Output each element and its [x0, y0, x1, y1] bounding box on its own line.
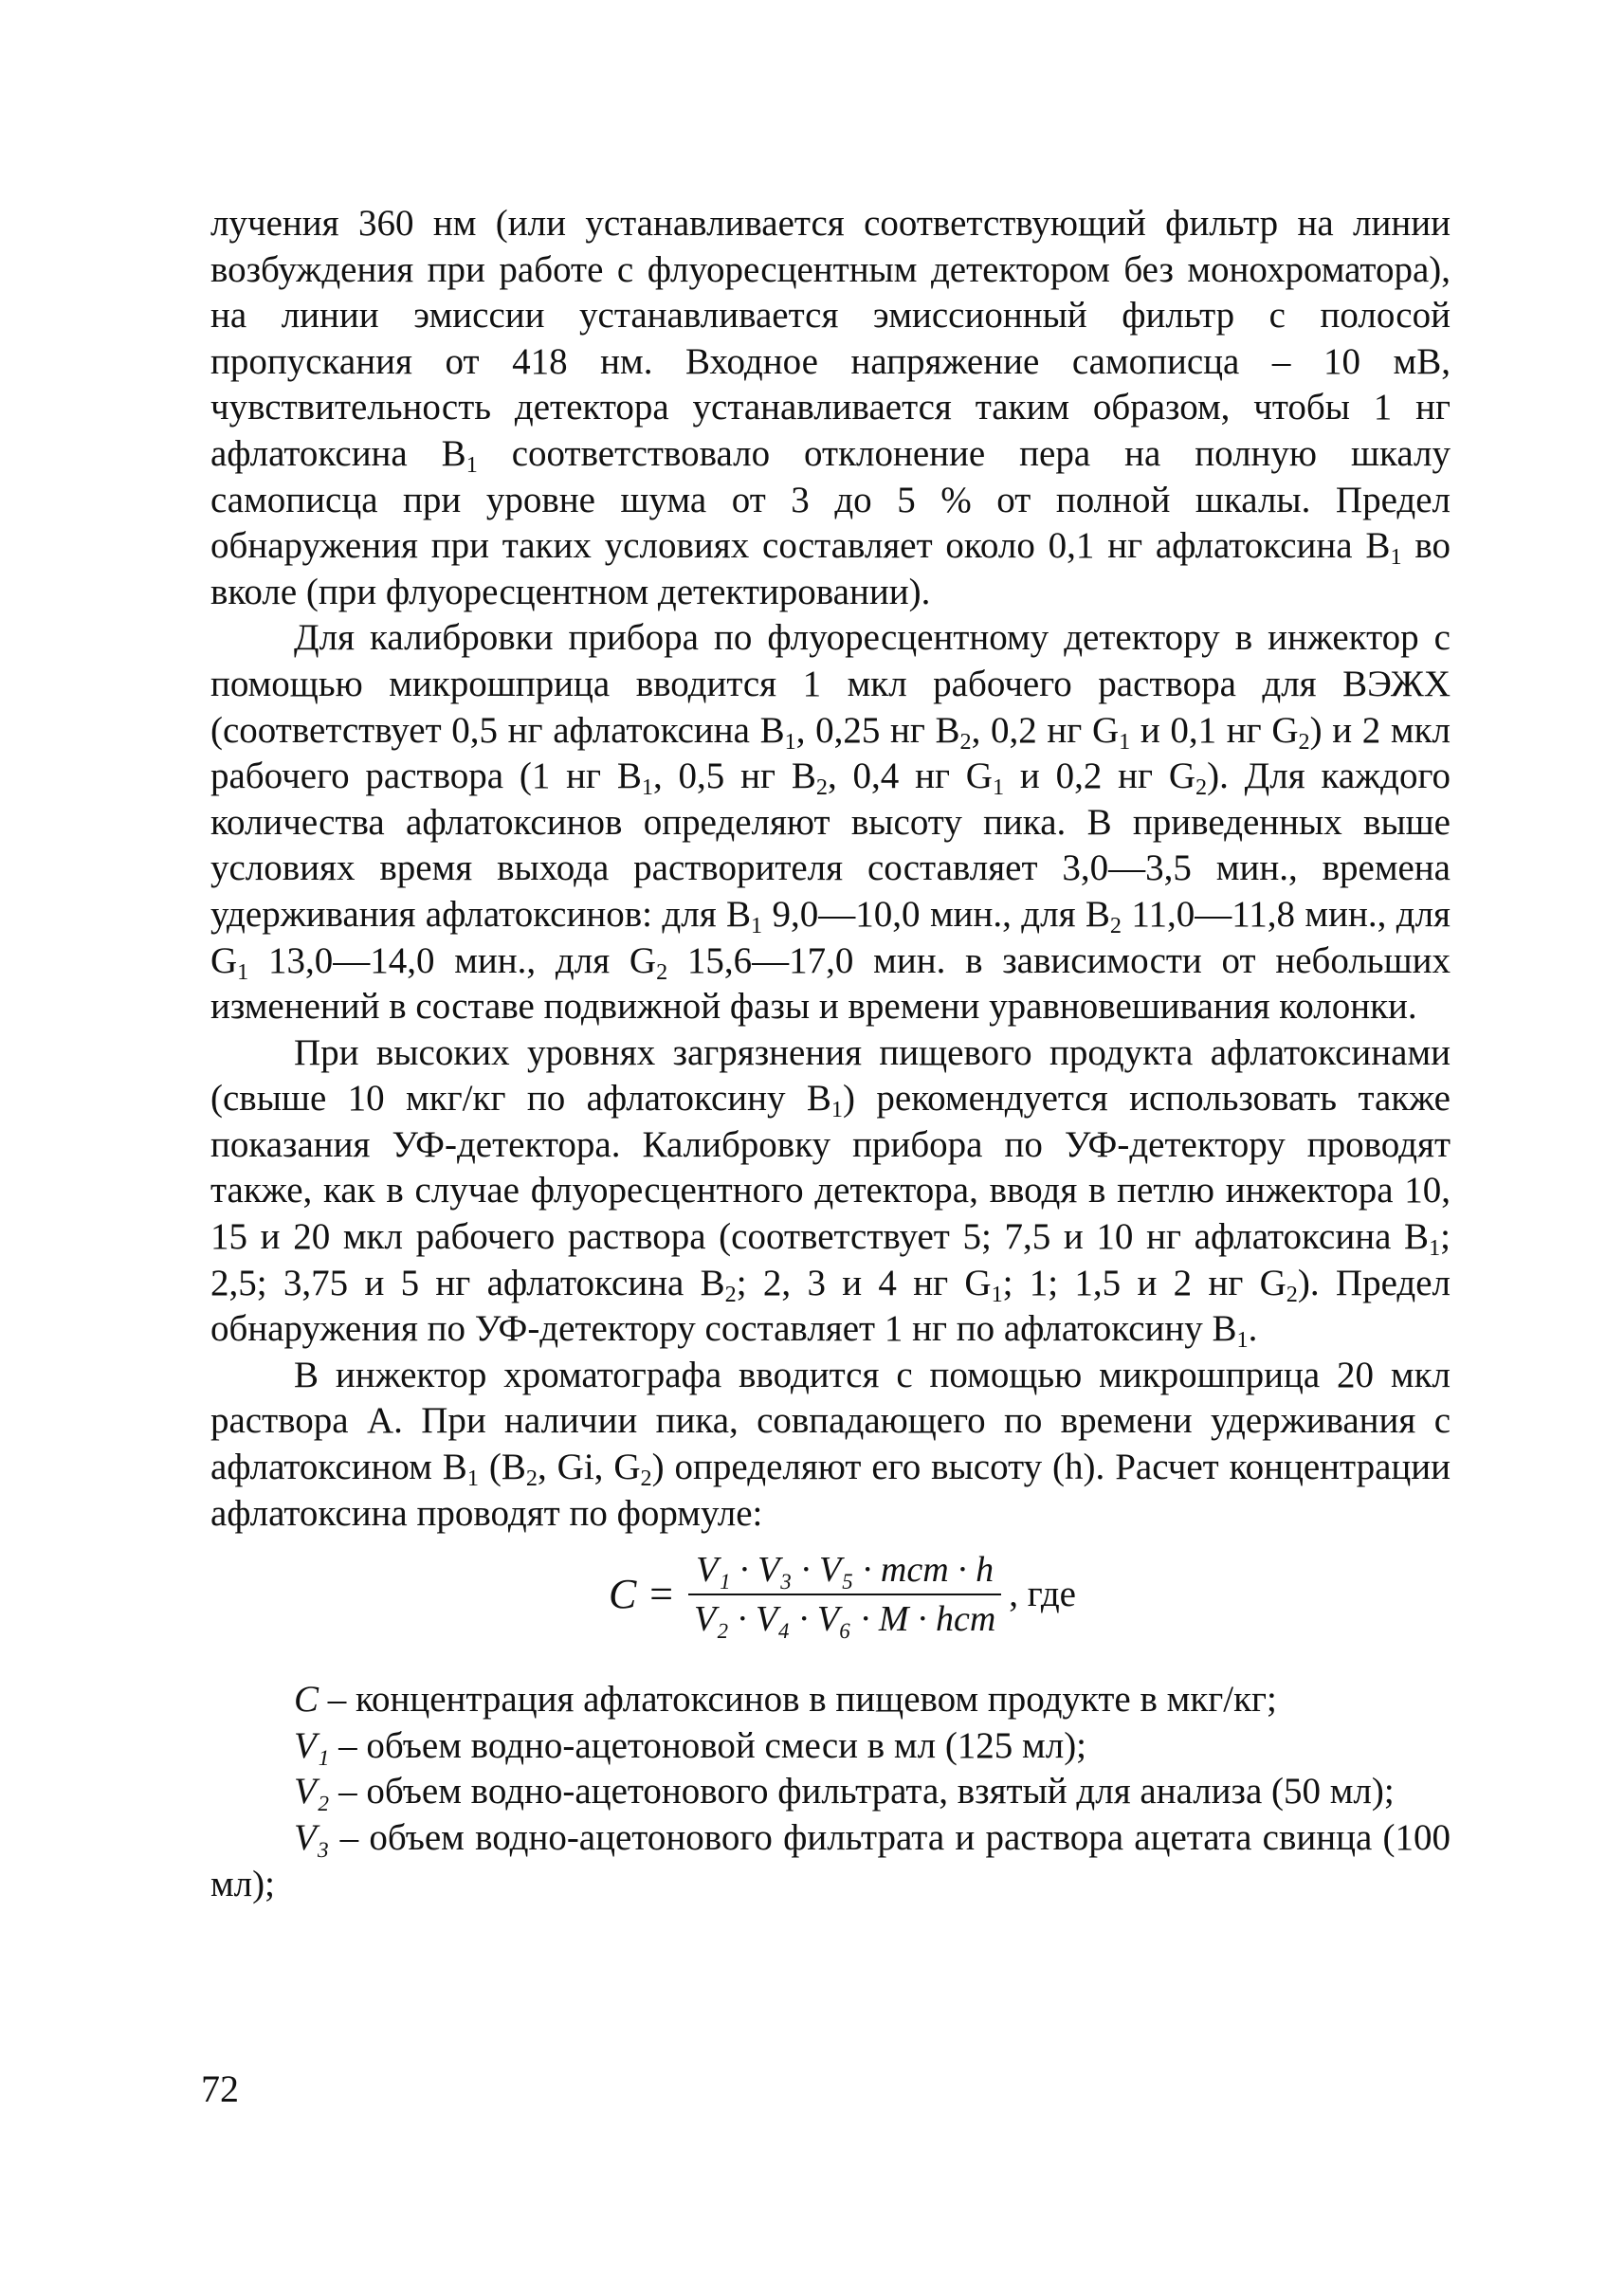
formula-block [210, 1540, 1451, 1660]
formula-lhs: C = [609, 1570, 676, 1617]
paragraph-4: В инжектор хроматографа вводится с помощью микрошприца 20 мкл раствора А. При наличии пика, совпадающего по времени удерживания с афлатоксином $B_1$ ($B_2$, Gi, $G_2$) определяют его высоту (h). Расчет концентрации афлатоксина проводят по формуле: [210, 1354, 1451, 1534]
definition-c [210, 1677, 1451, 1723]
definition-var: V₃ [294, 1817, 330, 1858]
paragraph-2: Для калибровки прибора по флуоресцентному детектору в инжектор с помощью микрошприца вводится 1 мкл рабочего раствора для ВЭЖХ (соответствует 0,5 нг афлатоксина $B_1$, 0,25 нг $B_2$, 0,2 нг $G_1$ и 0,1 нг $G_2$) и 2 мкл рабочего раствора (1 нг $B_1$, 0,5 нг $B_2$, 0,4 нг $G_1$ и 0,2 нг $G_2$). Для каждого количества афлатоксинов определяют высоту пика. В приведенных выше условиях время выхода растворителя составляет 3,0—3,5 мин., времена удерживания афлатоксинов: для $B_1$ 9,0—10,0 мин., для $B_2$ 11,0—11,8 мин., для $G_1$ 13,0—14,0 мин., для $G_2$ 15,6—17,0 мин. в зависимости от небольших изменений в составе подвижной фазы и времени уравновешивания колонки. [210, 617, 1451, 1028]
concentration-formula [609, 1546, 1076, 1643]
definition-var: V₁ [294, 1724, 330, 1766]
definition-v2 [210, 1769, 1451, 1815]
formula-numerator: V₁ · V₃ · V₅ · mст · h [696, 1550, 994, 1591]
page-number: 72 [201, 2067, 239, 2110]
paragraph-3: При высоких уровнях загрязнения пищевого продукта афлатоксинами (свыше 10 мкг/кг по афлатоксину $B_1$) рекомендуется использовать также показания УФ-детектора. Калибровку прибора по УФ-детектору проводят также, как в случае флуоресцентного детектора, вводя в петлю инжектора 10, 15 и 20 мкл рабочего раствора (соответствует 5; 7,5 и 10 нг афлатоксина $B_1$; 2,5; 3,75 и 5 нг афлатоксина $B_2$; 2, 3 и 4 нг $G_1$; 1; 1,5 и 2 нг $G_2$). Предел обнаружения по УФ-детектору составляет 1 нг по афлатоксину $B_1$. [210, 1031, 1451, 1354]
definition-text: – концентрация афлатоксинов в пищевом продукте в мкг/кг; [319, 1679, 1277, 1721]
definition-var: C [294, 1679, 319, 1721]
definition-text: – объем водно-ацетонового фильтрата, взятый для анализа (50 мл); [329, 1771, 1395, 1812]
formula-denominator: V₂ · V₄ · V₆ · M · hст [694, 1599, 996, 1640]
paragraph-1: лучения 360 нм (или устанавливается соответствующий фильтр на линии возбуждения при работе с флуоресцентным детектором без монохроматора), на линии эмиссии устанавливается эмиссионный фильтр с полосой пропускания от 418 нм. Входное напряжение самописца – 10 мВ, чувствительность детектора устанавливается таким образом, чтобы 1 нг афлатоксина $B_1$ соответствовало отклонение пера на полную шкалу самописца при уровне шума от 3 до 5 % от полной шкалы. Предел обнаружения при таких условиях составляет около 0,1 нг афлатоксина $B_1$ во вколе (при флуоресцентном детектировании). [210, 203, 1451, 612]
definition-v3 [210, 1815, 1451, 1907]
definition-text: – объем водно-ацетоновой смеси в мл (125 мл); [329, 1724, 1087, 1766]
formula-tail: , где [1009, 1573, 1076, 1614]
definition-text: – объем водно-ацетонового фильтрата и раствора ацетата свинца (100 мл); [210, 1817, 1451, 1904]
definition-v1 [210, 1723, 1451, 1770]
definition-var: V₂ [294, 1771, 330, 1812]
formula-fraction [688, 1546, 1001, 1643]
body-text [210, 201, 1451, 1907]
